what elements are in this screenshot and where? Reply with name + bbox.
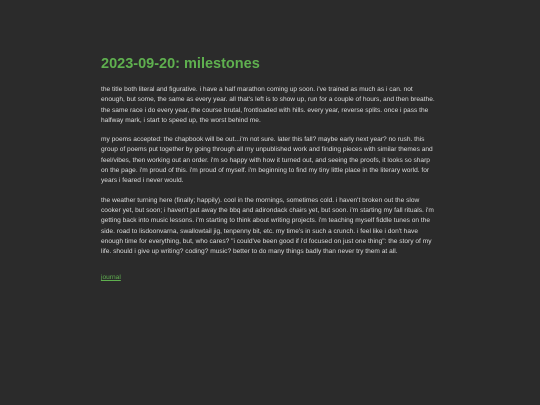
post-title: 2023-09-20: milestones: [101, 56, 260, 72]
post-paragraph-3: the weather turning here (finally; happily). cool in the mornings, sometimes cold. i haven't broken out the slow cooker yet, but soon; i haven't put away the bbq and adirondack chairs yet, but soon. i'm starting my fall rituals. i'm getting back into music lessons. i'm starting to think about writing projects. i'm teaching myself fiddle tunes on the side. road to lisdoonvarna, swallowtail jig, tenpenny bit, etc. my time's in such a crunch. i feel like i don't have enough time for everything, but, who cares? "i could've been good if i'd focused on just one thing": the story of my life. should i give up writing? coding? music? better to do many things badly than never try them at all.: [101, 196, 434, 256]
post-paragraph-2: my poems accepted: the chapbook will be out...i'm not sure. later this fall? maybe early next year? no rush. this group of poems put together by going through all my unpublished work and finding pieces with similar themes and feel/vibes, then working out an order. i'm so happy with how it turned out, and seeing the proofs, it looks so sharp on the page. i'm proud of this. i'm proud of myself. i'm beginning to find my tiny little place in the literary world. for years i feared i never would.: [101, 136, 433, 185]
journal-link[interactable]: journal: [101, 274, 121, 282]
post-paragraph-1: the title both literal and figurative. i have a half marathon coming up soon. i've trained as much as i can. not enough, but some, the same as every year. all that's left is to show up, run for a couple of hours, and then breathe. the same race i do every year, the course brutal, frontloaded with hills. every year, reverse splits. once i pass the halfway mark, i start to speed up, the worst behind me.: [101, 86, 435, 124]
post-content: [101, 56, 437, 284]
